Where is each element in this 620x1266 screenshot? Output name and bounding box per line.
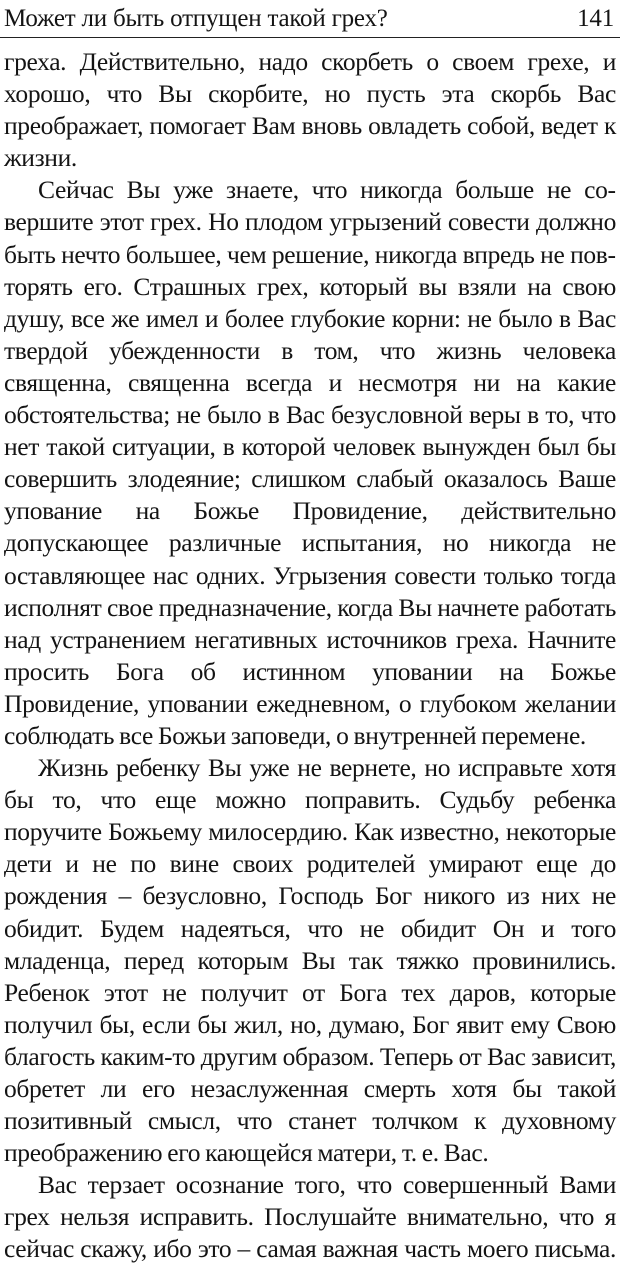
running-header	[4, 2, 616, 34]
paragraph: Вас терзает осознание того, что совершенный Вами грех нельзя исправить. Послушайте внимательно, что я сейчас скажу, ибо это – самая важная часть моего письма.	[4, 1170, 616, 1264]
header-rule	[0, 37, 620, 38]
paragraph: Сейчас Вы уже знаете, что никогда больше не совершите этот грех. Но плодом угрызений совести должно быть нечто большее, чем решение, никогда впредь не повторять его. Страшных грех, который вы взяли на свою душу, все же имел и более глубокие корни: не было в Вас твердой убежденности в том, что жизнь человека священна, священна всегда и несмотря ни на какие обстоятельства; не было в Вас безусловной веры в то, что нет такой ситуации, в которой человек вынужден был бы совершить злодеяние; слишком слабый оказалось Ваше упование на Божье Провидение, действительно допускающее различные испытания, но никогда не оставляющее нас одних. Угрызения совести только тогда исполнят свое предназначение, когда Вы начнете работать над устранением негативных источников греха. Начните просить Бога об истинном уповании на Божье Провидение, уповании ежедневном, о глубоком желании соблюдать все Божьи заповеди, о внутренней перемене.	[4, 175, 616, 750]
running-title: Может ли быть отпущен такой грех?	[4, 5, 388, 32]
paragraph-continued: греха. Действительно, надо скорбеть о своем грехе, и хорошо, что Вы скорбите, но пусть эта скорбь Вас преображает, помогает Вам вновь овладеть собой, ведет к жизни.	[4, 47, 616, 173]
page-number: 141	[577, 5, 614, 32]
paragraph: Жизнь ребенку Вы уже не вернете, но исправьте хотя бы то, что еще можно поправить. Судьбу ребенка поручите Божьему милосердию. Как известно, некоторые дети и не по вине своих родителей умирают еще до рождения – безусловно, Господь Бог никого из них не обидит. Будем надеяться, что не обидит Он и того младенца, перед которым Вы так тяжко провинились. Ребенок этот не получит от Бога тех даров, которые получил бы, если бы жил, но, думаю, Бог явит ему Свою благость каким-то другим образом. Теперь от Вас зависит, обретет ли его незаслуженная смерть хотя бы такой позитивный смысл, что станет толчком к духовному преображению его кающейся матери, т. е. Вас.	[4, 753, 616, 1168]
body-text	[4, 46, 616, 1266]
